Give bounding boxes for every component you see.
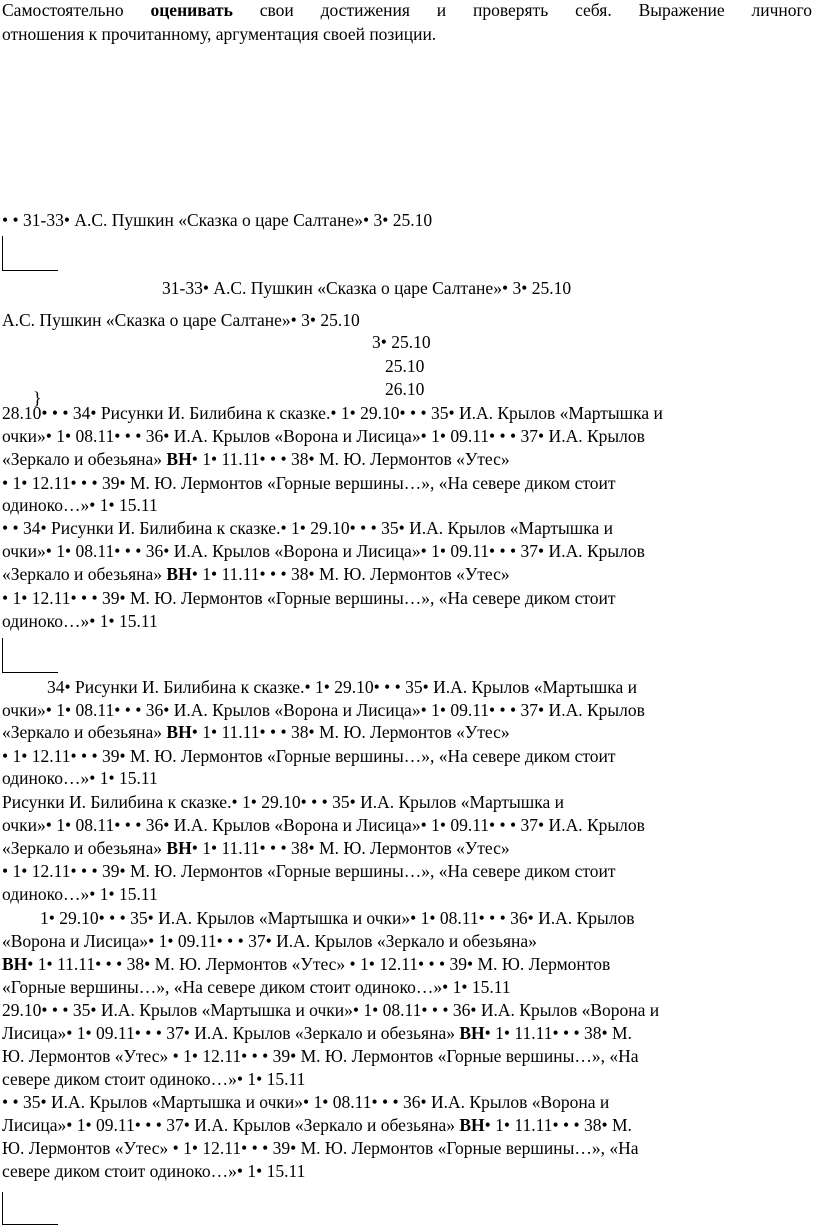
bold-label: ВН [166,564,192,584]
bold-label: ВН [166,722,192,742]
text-line: одиноко…»• 1• 15.11 [2,768,158,788]
intro-line-1 [2,0,812,20]
text-segment: • 1• 11.11• • • 38• М. Ю. Лермонтов «Утес» [191,722,510,742]
bold-label: ВН [166,838,192,858]
text-segment: «Зеркало и обезьяна» [2,838,167,858]
bold-label: ВН [166,449,192,469]
text-line: очки»• 1• 08.11• • • 36• И.А. Крылов «Ворона и Лисица»• 1• 09.11• • • 37• И.А. Крылов [2,541,645,561]
text-line [2,838,510,858]
bold-label: ВН [459,1023,485,1043]
text-line: • 1• 12.11• • • 39• М. Ю. Лермонтов «Горные вершины…», «На севере диком стоит [2,473,616,493]
intro-word: достижения [320,0,410,20]
intro-word: свои [259,0,294,20]
text-line [2,449,510,469]
text-line: Ю. Лермонтов «Утес» • 1• 12.11• • • 39• М. Ю. Лермонтов «Горные вершины…», «На [2,1046,639,1066]
text-segment: Лисица»• 1• 09.11• • • 37• И.А. Крылов «Зеркало и обезьяна» [2,1023,460,1043]
text-segment: • 1• 11.11• • • 38• М. Ю. Лермонтов «Утес» • 1• 12.11• • • 39• М. Ю. Лермонтов [27,954,611,974]
intro-word: личного [751,0,813,20]
text-segment: «Зеркало и обезьяна» [2,722,167,742]
frame-edge [2,236,3,270]
text-segment: «Зеркало и обезьяна» [2,564,167,584]
text-segment: • 1• 11.11• • • 38• М. [484,1115,632,1135]
text-line: Ю. Лермонтов «Утес» • 1• 12.11• • • 39• М. Ю. Лермонтов «Горные вершины…», «На [2,1138,639,1158]
intro-word: себя. [575,0,612,20]
frame-edge [2,1192,3,1224]
text-line: • • 31-33• А.С. Пушкин «Сказка о царе Салтане»• 3• 25.10 [2,210,433,230]
bold-label: ВН [2,954,28,974]
text-line: севере диком стоит одиноко…»• 1• 15.11 [2,1069,306,1089]
text-line: 25.10 [385,356,425,376]
text-line [2,564,510,584]
text-line: А.С. Пушкин «Сказка о царе Салтане»• 3• 25.10 [2,310,360,330]
text-line [2,1023,632,1043]
text-line: 1• 29.10• • • 35• И.А. Крылов «Мартышка и очки»• 1• 08.11• • • 36• И.А. Крылов [40,908,635,928]
text-line [2,954,610,974]
text-line: одиноко…»• 1• 15.11 [2,611,158,631]
text-line: очки»• 1• 08.11• • • 36• И.А. Крылов «Ворона и Лисица»• 1• 09.11• • • 37• И.А. Крылов [2,700,645,720]
brace-mark: } [33,388,42,408]
text-line: «Горные вершины…», «На севере диком стоит одиноко…»• 1• 15.11 [2,977,511,997]
text-segment: • 1• 11.11• • • 38• М. [484,1023,632,1043]
text-line: • 1• 12.11• • • 39• М. Ю. Лермонтов «Горные вершины…», «На севере диком стоит [2,746,616,766]
text-line: севере диком стоит одиноко…»• 1• 15.11 [2,1161,306,1181]
intro-word: Самостоятельно [2,0,124,20]
frame-edge [2,638,3,672]
intro-word: и [436,0,447,20]
text-line: • 1• 12.11• • • 39• М. Ю. Лермонтов «Горные вершины…», «На севере диком стоит [2,861,616,881]
divider [2,672,58,673]
text-line [2,1115,632,1135]
intro-line-2: отношения к прочитанному, аргументация своей позиции. [2,24,437,44]
intro-word: Выражение [638,0,725,20]
text-segment: «Зеркало и обезьяна» [2,449,167,469]
text-segment: • 1• 11.11• • • 38• М. Ю. Лермонтов «Утес» [191,838,510,858]
text-segment: Лисица»• 1• 09.11• • • 37• И.А. Крылов «Зеркало и обезьяна» [2,1115,460,1135]
text-segment: • 1• 11.11• • • 38• М. Ю. Лермонтов «Утес» [191,564,510,584]
text-line: 3• 25.10 [372,332,431,352]
divider [2,1224,58,1225]
text-line: «Ворона и Лисица»• 1• 09.11• • • 37• И.А. Крылов «Зеркало и обезьяна» [2,931,537,951]
text-line: 29.10• • • 35• И.А. Крылов «Мартышка и очки»• 1• 08.11• • • 36• И.А. Крылов «Ворона и [2,1000,660,1020]
text-line: • • 34• Рисунки И. Билибина к сказке.• 1• 29.10• • • 35• И.А. Крылов «Мартышка и [2,518,614,538]
intro-word: проверять [472,0,549,20]
text-line: Рисунки И. Билибина к сказке.• 1• 29.10• • • 35• И.А. Крылов «Мартышка и [2,792,564,812]
divider [2,270,58,271]
text-line: • • 35• И.А. Крылов «Мартышка и очки»• 1• 08.11• • • 36• И.А. Крылов «Ворона и [2,1092,610,1112]
text-line: одиноко…»• 1• 15.11 [2,495,158,515]
text-line [2,722,510,742]
text-segment: • 1• 11.11• • • 38• М. Ю. Лермонтов «Утес» [191,449,510,469]
text-line: 26.10 [385,379,425,399]
text-line: 31-33• А.С. Пушкин «Сказка о царе Салтане»• 3• 25.10 [162,278,572,298]
text-line: 34• Рисунки И. Билибина к сказке.• 1• 29.10• • • 35• И.А. Крылов «Мартышка и [47,677,638,697]
text-line: 28.10• • • 34• Рисунки И. Билибина к сказке.• 1• 29.10• • • 35• И.А. Крылов «Мартышка и [2,403,663,423]
text-line: одиноко…»• 1• 15.11 [2,884,158,904]
text-line: очки»• 1• 08.11• • • 36• И.А. Крылов «Ворона и Лисица»• 1• 09.11• • • 37• И.А. Крылов [2,426,645,446]
text-line: • 1• 12.11• • • 39• М. Ю. Лермонтов «Горные вершины…», «На севере диком стоит [2,588,616,608]
intro-word-bold: оценивать [150,0,233,20]
text-line: очки»• 1• 08.11• • • 36• И.А. Крылов «Ворона и Лисица»• 1• 09.11• • • 37• И.А. Крылов [2,815,645,835]
bold-label: ВН [459,1115,485,1135]
